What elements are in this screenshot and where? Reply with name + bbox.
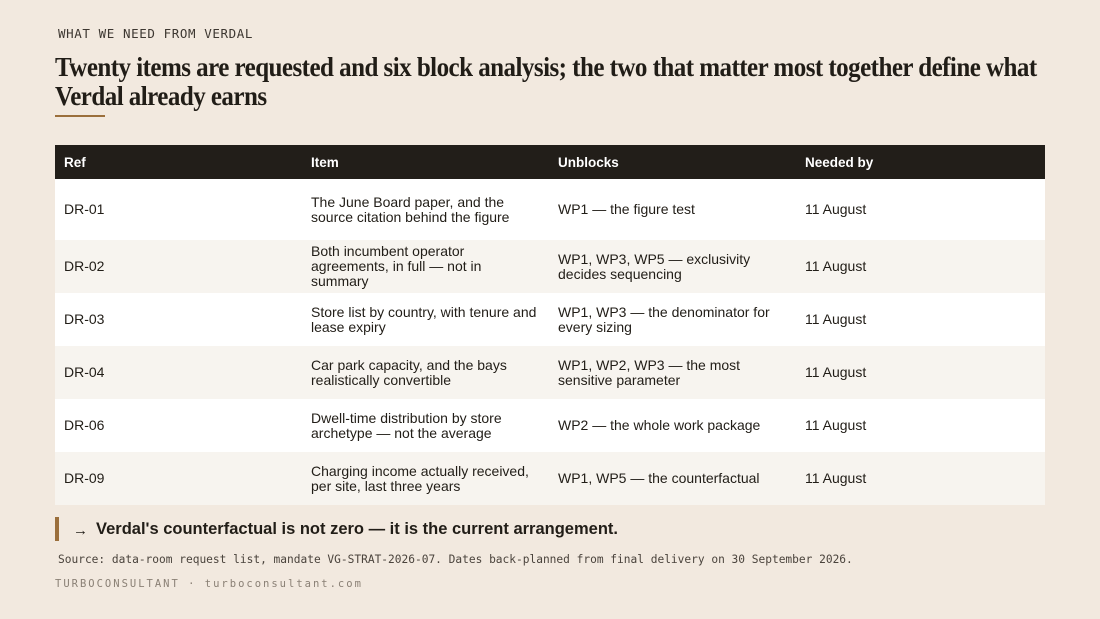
cell-ref: DR-01 (64, 201, 105, 217)
cell-ref: DR-04 (64, 364, 105, 380)
title-underline (55, 115, 105, 117)
column-header-ref: Ref (64, 154, 86, 170)
cell-needed-by: 11 August (805, 417, 867, 433)
cell-item: Both incumbent operator agreements, in full — not in summary (311, 243, 482, 289)
cell-needed-by: 11 August (805, 470, 867, 486)
cell-item: Charging income actually received, per site, last three years (311, 462, 529, 494)
cell-ref: DR-09 (64, 470, 105, 486)
cell-ref: DR-06 (64, 417, 105, 433)
cell-needed-by: 11 August (805, 364, 867, 380)
cell-needed-by: 11 August (805, 311, 867, 327)
column-header-unblocks: Unblocks (558, 154, 619, 170)
column-header-item: Item (311, 154, 339, 170)
table-row (55, 399, 1045, 452)
cell-ref: DR-03 (64, 311, 105, 327)
cell-unblocks: WP2 — the whole work package (558, 417, 761, 433)
cell-unblocks: WP1, WP3, WP5 — exclusivity decides sequencing (558, 250, 751, 282)
key-takeaway-callout (55, 517, 618, 541)
data-request-table (55, 145, 1045, 505)
arrow-right-icon: → (73, 522, 88, 539)
table-row (55, 293, 1045, 346)
cell-item: Dwell-time distribution by store archetype — not the average (311, 409, 502, 441)
table-row (55, 346, 1045, 399)
cell-item: Store list by country, with tenure and lease expiry (311, 303, 537, 335)
table-row (55, 240, 1045, 293)
takeaway-text: Verdal's counterfactual is not zero — it is the current arrangement. (96, 519, 618, 538)
cell-unblocks: WP1, WP5 — the counterfactual (558, 470, 760, 486)
source-note: Source: data-room request list, mandate VG-STRAT-2026-07. Dates back-planned from final delivery on 30 September 2026. (58, 553, 853, 566)
page-title: Twenty items are requested and six block analysis; the two that matter most together define what Verdal already earns (55, 51, 1037, 111)
cell-item: The June Board paper, and the source citation behind the figure (311, 193, 510, 225)
footer-branding: TURBOCONSULTANT · turboconsultant.com (55, 578, 363, 590)
cell-unblocks: WP1, WP2, WP3 — the most sensitive parameter (558, 356, 741, 388)
column-header-needed-by: Needed by (805, 154, 874, 170)
cell-ref: DR-02 (64, 258, 105, 274)
cell-unblocks: WP1, WP3 — the denominator for every sizing (558, 303, 770, 335)
eyebrow-label: WHAT WE NEED FROM VERDAL (58, 26, 254, 41)
cell-item: Car park capacity, and the bays realistically convertible (311, 356, 507, 388)
cell-needed-by: 11 August (805, 258, 867, 274)
cell-needed-by: 11 August (805, 201, 867, 217)
table-header-row (55, 145, 1045, 179)
table-row (55, 179, 1045, 240)
table-row (55, 452, 1045, 505)
cell-unblocks: WP1 — the figure test (558, 201, 695, 217)
